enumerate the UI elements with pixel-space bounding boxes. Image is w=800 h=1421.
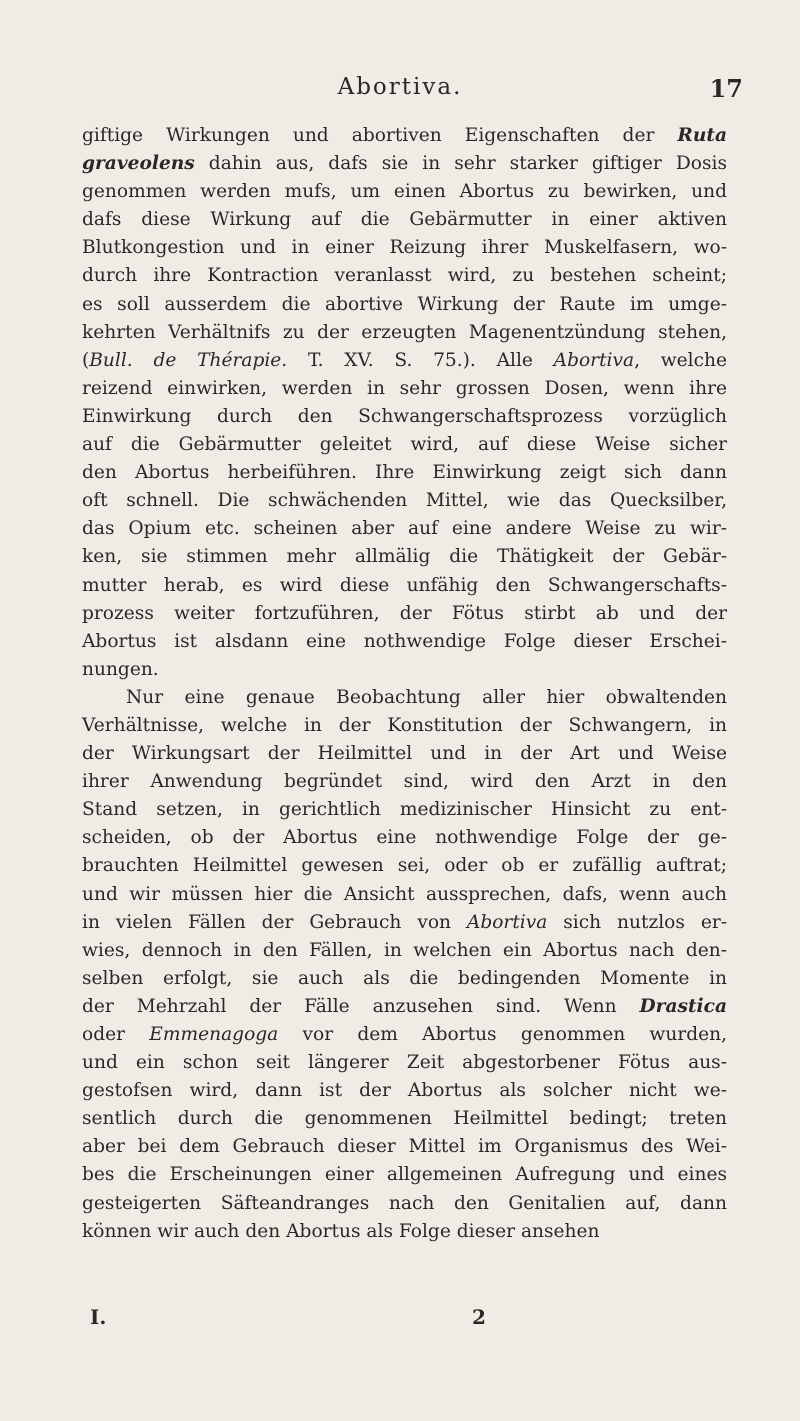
- text-line: [82, 1021, 727, 1049]
- text-segment: und ein schon seit längerer Zeit abgestorbener Fötus aus-: [82, 1052, 727, 1074]
- text-line: [82, 965, 727, 993]
- text-line: [82, 1133, 727, 1161]
- text-line: [82, 262, 727, 290]
- text-line: [82, 572, 727, 600]
- text-line: [82, 628, 727, 656]
- page-footer: [0, 1305, 800, 1337]
- text-segment: gesteigerten Säfteandranges nach den Genitalien auf, dann: [82, 1192, 727, 1214]
- text-line: [82, 656, 727, 684]
- text-segment: ken, sie stimmen mehr allmälig die Thätigkeit der Gebär-: [82, 546, 727, 568]
- text-segment: bes die Erscheinungen einer allgemeinen Aufregung und eines: [82, 1164, 727, 1186]
- text-segment: dafs diese Wirkung auf die Gebärmutter in einer aktiven: [82, 209, 727, 231]
- text-segment: prozess weiter fortzuführen, der Fötus stirbt ab und der: [82, 602, 727, 624]
- text-line: [82, 1105, 727, 1133]
- text-segment: T. XV. S. 75.). Alle: [287, 349, 554, 371]
- text-segment: Blutkongestion und in einer Reizung ihrer Muskelfasern, wo-: [82, 237, 727, 259]
- text-segment: oft schnell. Die schwächenden Mittel, wie das Quecksilber,: [82, 490, 727, 512]
- text-line: [82, 796, 727, 824]
- text-segment: das Opium etc. scheinen aber auf eine andere Weise zu wir-: [82, 518, 727, 540]
- text-segment: Verhältnisse, welche in der Konstitution der Schwangern, in: [82, 714, 727, 736]
- text-segment: nungen.: [82, 658, 159, 680]
- text-segment: , welche: [634, 349, 727, 371]
- text-line: [82, 740, 727, 768]
- text-segment: scheiden, ob der Abortus eine nothwendige Folge der ge-: [82, 827, 727, 849]
- text-segment: auf die Gebärmutter geleitet wird, auf diese Weise sicher: [82, 434, 727, 456]
- text-line: [82, 993, 727, 1021]
- text-line: [82, 1077, 727, 1105]
- text-line: [82, 852, 727, 880]
- text-segment: oder: [82, 1024, 150, 1045]
- text-line: [82, 431, 727, 459]
- text-segment: Einwirkung durch den Schwangerschaftsprozess vorzüglich: [82, 405, 727, 427]
- text-segment: der Mehrzahl der Fälle anzusehen sind. Wenn: [82, 995, 640, 1017]
- text-segment: reizend einwirken, werden in sehr grossen Dosen, wenn ihre: [82, 377, 727, 399]
- text-segment: aber bei dem Gebrauch dieser Mittel im Organismus des Wei-: [82, 1136, 727, 1158]
- text-segment: genommen werden mufs, um einen Abortus zu bewirken, und: [82, 181, 727, 203]
- running-title: Abortiva.: [337, 74, 463, 100]
- text-line: [82, 824, 727, 852]
- text-segment: (: [82, 349, 90, 371]
- text-segment: Abortus ist alsdann eine nothwendige Folge dieser Erschei-: [82, 630, 727, 652]
- text-line: [82, 487, 727, 515]
- text-segment: ihrer Anwendung begründet sind, wird den Arzt in den: [82, 771, 727, 793]
- text-segment: sich nutzlos er-: [547, 911, 727, 933]
- text-line: [82, 459, 727, 487]
- text-segment: brauchten Heilmittel gewesen sei, oder ob er zufällig auftrat;: [82, 855, 727, 877]
- text-segment: können wir auch den Abortus als Folge dieser ansehen: [82, 1220, 600, 1242]
- text-segment: giftige Wirkungen und abortiven Eigenschaften der: [82, 125, 678, 146]
- text-line: [82, 150, 727, 178]
- text-line: [82, 206, 727, 234]
- text-line: [82, 600, 727, 628]
- text-segment: Stand setzen, in gerichtlich medizinischer Hinsicht zu ent-: [82, 799, 727, 821]
- text-line: [82, 768, 727, 796]
- text-segment: wies, dennoch in den Fällen, in welchen ein Abortus nach den-: [82, 939, 727, 961]
- body-text: [82, 122, 727, 1246]
- emphasis-text: graveolens: [82, 153, 195, 175]
- text-line: [82, 937, 727, 965]
- text-segment: selben erfolgt, sie auch als die bedingenden Momente in: [82, 967, 727, 989]
- text-segment: mutter herab, es wird diese unfähig den Schwangerschafts-: [82, 574, 727, 596]
- emphasis-text: Emmenagoga: [149, 1024, 279, 1045]
- text-line: [82, 1218, 727, 1246]
- text-line: [82, 909, 727, 937]
- text-line: [82, 543, 727, 571]
- emphasis-text: Abortiva: [466, 911, 548, 933]
- text-segment: der Wirkungsart der Heilmittel und in der Art und Weise: [82, 743, 727, 765]
- text-line: [82, 122, 727, 150]
- emphasis-text: Bull. de Thérapie.: [89, 349, 288, 371]
- emphasis-text: Abortiva: [553, 349, 635, 371]
- emphasis-text: Ruta: [677, 125, 727, 146]
- text-line: [82, 1190, 727, 1218]
- text-segment: Nur eine genaue Beobachtung aller hier obwaltenden: [126, 686, 727, 708]
- text-segment: kehrten Verhältnifs zu der erzeugten Magenentzündung stehen,: [82, 321, 727, 343]
- text-line: [82, 684, 727, 712]
- signature-mark: I.: [90, 1305, 107, 1329]
- text-line: [82, 515, 727, 543]
- text-line: [82, 178, 727, 206]
- text-line: [82, 712, 727, 740]
- text-line: [82, 1049, 727, 1077]
- text-segment: gestofsen wird, dann ist der Abortus als solcher nicht we-: [82, 1080, 727, 1102]
- text-line: [82, 234, 727, 262]
- emphasis-text: Drastica: [639, 995, 727, 1017]
- text-segment: vor dem Abortus genommen wurden,: [278, 1024, 728, 1045]
- text-segment: dahin aus, dafs sie in sehr starker giftiger Dosis: [194, 153, 727, 175]
- text-line: [82, 1161, 727, 1189]
- page-number: 17: [709, 74, 743, 103]
- running-header: [0, 74, 800, 114]
- text-line: [82, 347, 727, 375]
- text-line: [82, 881, 727, 909]
- text-segment: den Abortus herbeiführen. Ihre Einwirkung zeigt sich dann: [82, 462, 727, 484]
- text-segment: und wir müssen hier die Ansicht aussprechen, dafs, wenn auch: [82, 883, 727, 905]
- text-line: [82, 403, 727, 431]
- text-line: [82, 291, 727, 319]
- text-segment: in vielen Fällen der Gebrauch von: [82, 911, 467, 933]
- text-segment: sentlich durch die genommenen Heilmittel bedingt; treten: [82, 1108, 727, 1130]
- sheet-number: 2: [472, 1305, 486, 1329]
- text-line: [82, 375, 727, 403]
- text-segment: es soll ausserdem die abortive Wirkung der Raute im umge-: [82, 293, 727, 315]
- text-line: [82, 319, 727, 347]
- text-segment: durch ihre Kontraction veranlasst wird, zu bestehen scheint;: [82, 265, 727, 287]
